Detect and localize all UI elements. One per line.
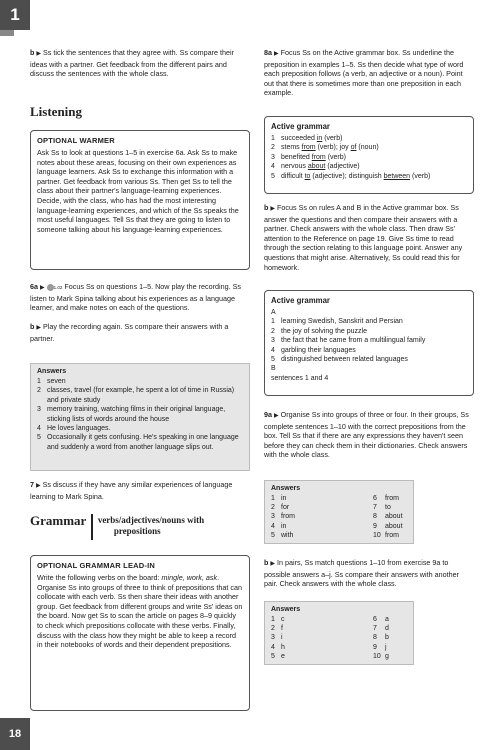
grammar-row: 4 garbling their languages: [271, 346, 356, 354]
exercise-9a: 9a ▶ Organise Ss into groups of three or four. In their groups, Ss complete sentences 1–10 with the correct prepositions from the box. Tell Ss that if there are any expressions they haven't seen before they can check them in their dictionaries. Check answers with the whole class.: [264, 410, 469, 460]
answers-title: Answers: [271, 485, 301, 492]
exercise-8a: 8a ▶ Focus Ss on the Active grammar box. Ss underline the preposition in examples 1–5. Ss then decide what type of word each preposition follows (a verb, an adjective or a noun). Point out that there is sometimes more than one preposition in each example.: [264, 48, 464, 98]
answer-row: 4 He loves languages.: [37, 425, 111, 433]
leadin-text: Write the following verbs on the board: mingle, work, ask. Organise Ss into groups of three to think of prepositions that can collocate with each verb. Ss then share their ideas with another group. Get feedback from different groups and write Ss' ideas on the board. Now get Ss to scan the article on pages 8–9 quickly to check which prepositions collocate with these verbs. Finally, discuss with the class how they might be able to keep a record in their notebooks of words and their dependent prepositions.: [37, 573, 243, 650]
rule-label: B: [271, 365, 276, 373]
answers-9b-box: [264, 601, 414, 665]
grammar-row: 3 benefited from (verb): [271, 153, 346, 161]
grammar-row: sentences 1 and 4: [271, 374, 329, 382]
answers-title: Answers: [37, 368, 67, 375]
listening-heading: Listening: [30, 104, 83, 119]
unit-tab: 1: [0, 0, 30, 30]
warmer-text: Ask Ss to look at questions 1–5 in exercise 6a. Ask Ss to make notes about these areas, focusing on their own experiences as language learners. Ask Ss to exchange this information with a partner. Get feedback from various Ss. Then get Ss to tell the class about their partner's language-learning experiences. Decide, with the class, who has had the most interesting language-learning experiences, and which of the Ss speaks the most useful languages. Tell Ss that they are going to listen to someone talking about his language-learning experiences.: [37, 148, 239, 234]
optional-warmer-box: [30, 130, 250, 270]
arrow-icon: ▶: [36, 325, 42, 331]
rule-label: A: [271, 309, 276, 316]
answer-row: 1 seven: [37, 378, 66, 385]
exercise-7: 7 ▶ Ss discuss if they have any similar experiences of language learning to Mark Spina.: [30, 480, 233, 501]
arrow-icon: ▶: [36, 483, 41, 489]
answer-row: 4 h 9 j: [271, 643, 387, 651]
warmer-title: OPTIONAL WARMER: [37, 136, 115, 145]
arrow-icon: ▶: [274, 51, 279, 57]
arrow-icon: ▶: [40, 285, 45, 291]
active-grammar-box-2: [264, 290, 474, 396]
grammar-row: 5 distinguished between related languages: [271, 356, 408, 364]
exercise-9b: b ▶ In pairs, Ss match questions 1–10 from exercise 9a to possible answers a–j. Ss compare their answers with another pair. Check answers with the whole class.: [264, 558, 459, 589]
arrow-icon: ▶: [270, 561, 276, 567]
grammar-row: 2 the joy of solving the puzzle: [271, 327, 367, 335]
grammar-row: 2 stems from (verb); joy of (noun): [271, 144, 379, 152]
grammar-row: 5 difficult to (adjective); distinguish between (verb): [271, 172, 431, 180]
exercise-6a: 6a ▶ 1.02 Focus Ss on questions 1–5. Now play the recording. Ss listen to Mark Spina talking about his experiences as a language learner, and make notes on each of the questions.: [30, 282, 241, 313]
answers-6a-box: [30, 363, 250, 471]
answer-row: 4 in 9 about: [271, 522, 403, 530]
exercise-6b: b ▶ Play the recording again. Ss compare their answers with a partner.: [30, 322, 229, 343]
answer-row: 1 in 6 from: [271, 495, 399, 502]
answers-title: Answers: [271, 606, 301, 613]
grammar-row: 1 learning Swedish, Sanskrit and Persian: [271, 318, 403, 326]
answer-row: 2 classes, travel (for example, he spent a lot of time in Russia) and private study: [37, 387, 235, 404]
answer-row: 3 i 8 b: [271, 634, 389, 642]
answer-row: 3 memory training, watching films in their original language, sticking lists of words around the house: [37, 406, 226, 423]
page-number: 18: [0, 718, 30, 750]
exercise-8b: b ▶ Focus Ss on rules A and B in the Active grammar box. Ss answer the questions and then compare their answers with a partner. Check answers with the whole class. Then draw Ss' attention to the Reference on page 19. Give Ss time to read through the section relating to this language point. Answer any questions that might arise. Alternatively, Ss could read this for homework.: [264, 203, 463, 272]
grammar-heading: Grammar verbs/adjectives/nouns with prepositions: [30, 513, 250, 540]
answer-row: 2 for 7 to: [271, 504, 391, 512]
leadin-title: OPTIONAL GRAMMAR LEAD-IN: [37, 561, 155, 570]
answer-row: 2 f 7 d: [271, 625, 389, 633]
grammar-row: 1 succeeded in (verb): [271, 135, 343, 142]
grammar-row: 3 the fact that he came from a multilingual family: [271, 337, 426, 345]
optional-grammar-leadin-box: [30, 555, 250, 711]
answer-row: 5 e 10 g: [271, 652, 389, 660]
unit-tab-stripe: [0, 30, 14, 36]
answer-row: 1 c 6 a: [271, 616, 389, 623]
audio-cd-icon: [47, 284, 54, 291]
answer-row: 3 from 8 about: [271, 513, 403, 521]
arrow-icon: ▶: [274, 413, 279, 419]
answer-row: 5 with 10 from: [271, 531, 399, 539]
exercise-5b: b ▶ Ss tick the sentences that they agree with. Ss compare their ideas with a partner. Get feedback from the different pairs and discuss the sentences with the whole class.: [30, 48, 234, 79]
arrow-icon: ▶: [36, 51, 42, 57]
active-grammar-box-1: [264, 116, 474, 194]
answer-row: 5 Occasionally it gets confusing. He's speaking in one language and suddenly a word from another language slips out.: [37, 434, 239, 451]
divider: [91, 514, 93, 540]
arrow-icon: ▶: [270, 206, 276, 212]
answers-9a-box: [264, 480, 414, 544]
active-grammar-title: Active grammar: [271, 122, 330, 131]
grammar-row: 4 nervous about (adjective): [271, 163, 360, 171]
active-grammar-title: Active grammar: [271, 296, 330, 305]
